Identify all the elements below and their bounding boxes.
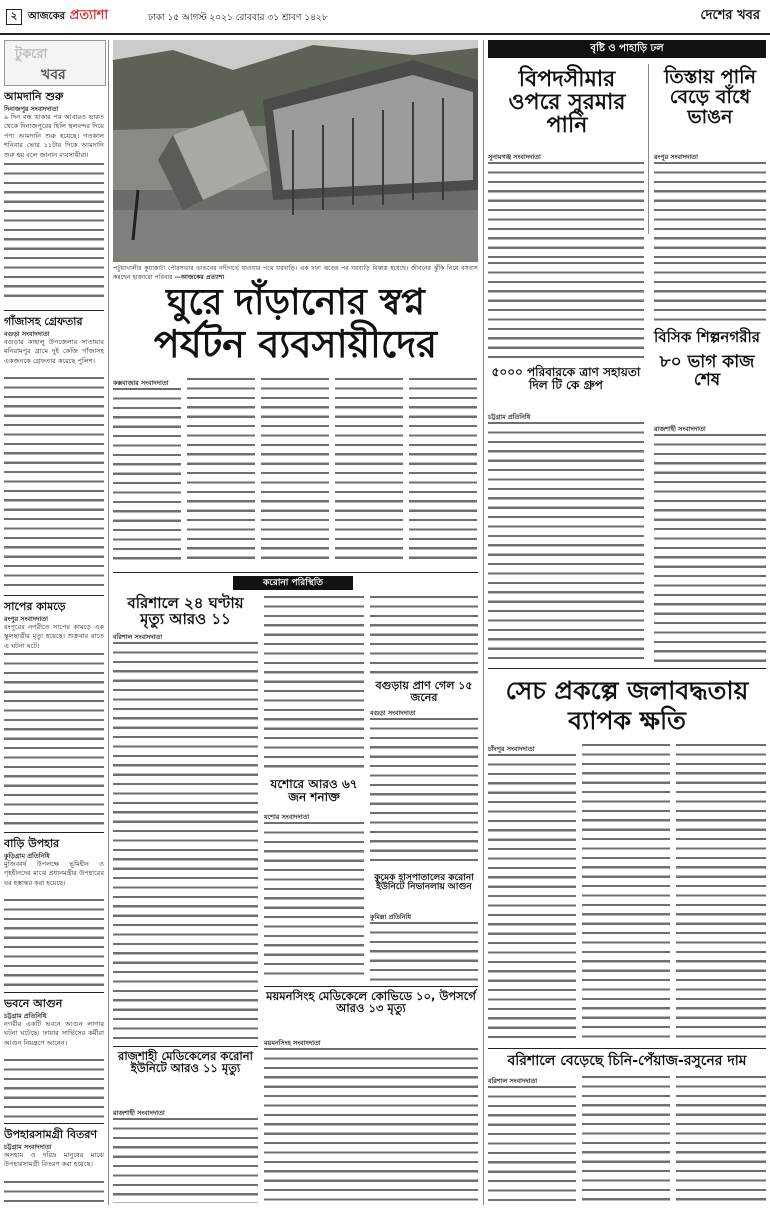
relief-body: [488, 422, 644, 662]
page-masthead: [0, 0, 770, 34]
briefs-column: [4, 40, 106, 1205]
covid-barishal-body: [113, 642, 258, 1042]
brief-title: উপহারসামগ্রী বিতরণ: [4, 1128, 98, 1141]
irrigation-top-rule: [488, 668, 766, 669]
rain-body-2: [654, 162, 766, 262]
prices-headline: বরিশালে বেড়েছে চিনি-পেঁয়াজ-রসুনের দাম: [507, 1053, 747, 1069]
bisic-headline-1: বিসিক শিল্পনগরীর: [653, 328, 760, 346]
rain-byline-2: রংপুর সংবাদদাতা: [654, 153, 698, 161]
paper-name-2: প্রত্যাশা: [69, 8, 109, 23]
covid-barishal-headline: বরিশালে ২৪ ঘণ্টায় মৃত্যু আরও ১১: [127, 594, 244, 628]
brief-title: সাপের কামড়ে: [4, 600, 66, 613]
section-title: দেশের খবর: [700, 8, 760, 23]
brief-text-filler: [4, 1059, 104, 1119]
brief-divider: [4, 832, 104, 833]
rain-divider: [648, 64, 649, 234]
brief-byline: চট্টগ্রাম প্রতিনিধি: [4, 1012, 47, 1020]
covid-rajshahi-headline: রাজশাহী মেডিকেলের করোনা ইউনিটে আরও ১১ মৃত্যু: [118, 1049, 253, 1076]
brief-divider: [4, 1123, 104, 1124]
rain-byline-1: সুনামগঞ্জ সংবাদদাতা: [488, 153, 541, 161]
brief-byline: বগুড়া সংবাদদাতা: [4, 330, 50, 338]
brief-text: অসহায় ও দরিদ্র মানুষের মাঝে উপহারসামগ্রী বিতরণ করা হয়েছে।: [4, 1151, 104, 1169]
lead-column: [409, 378, 477, 566]
brief-byline: দিনাজপুর সংবাদদাতা: [4, 105, 59, 113]
lead-column: [187, 378, 255, 566]
covid-rajshahi-body: [113, 1118, 258, 1203]
brief-text: বগুড়ার কাহালু উপজেলার সাতায়ার মনিরামপুর গ্রামে দুই কেজি গাঁজাসহ একজনকে গ্রেফতার করেছে পুলিশ।: [4, 338, 104, 365]
lead-headline-line-2: পর্যটন ব্যবসায়ীদের: [153, 322, 438, 366]
covid-mid-body: [264, 596, 364, 772]
lead-story-body: [113, 378, 478, 568]
brief-title: বাড়ি উপহার: [4, 837, 60, 850]
brief-text: নগরীর একটি ভবনে আগুন লাগার ঘটনা ঘটেছে। ফায়ার সার্ভিসের কর্মীরা আগুন নিয়ন্ত্রণে আনেন।: [4, 1020, 104, 1047]
irrigation-byline: চাঁদপুর সংবাদদাতা: [488, 745, 535, 753]
rain-body-1: [488, 162, 644, 262]
covid-jashore-body: [264, 822, 364, 982]
column-rule: [108, 40, 109, 1205]
brief-byline: কুড়িগ্রাম প্রতিনিধি: [4, 852, 50, 860]
lead-column: [261, 378, 329, 566]
relief-headline: ৫০০০ পরিবারকে ত্রাণ সহায়তা দিল টি কে গ্রুপ: [491, 365, 641, 392]
rain-body-1-cont: [488, 262, 644, 362]
covid-mymensingh-body: [264, 1048, 478, 1203]
lead-byline: কক্সবাজার সংবাদদাতা: [113, 379, 169, 387]
brief-text-filler: [4, 899, 104, 989]
paper-name-1: আজকের: [28, 11, 66, 22]
brief-text-filler: [4, 163, 104, 303]
covid-jashore-headline: যশোরে আরও ৬৭ জন শনাক্ত: [270, 777, 358, 804]
news-photo: [113, 40, 478, 262]
rain-headline-1: বিপদসীমার ওপরে সুরমার পানি: [508, 67, 626, 139]
rain-block: [488, 40, 766, 262]
bisic-headline-2: ৮০ ভাগ কাজ শেষ: [659, 352, 755, 390]
prices-top-rule: [488, 1048, 766, 1049]
masthead-rule: [0, 33, 770, 35]
brief-divider: [4, 595, 104, 596]
irrigation-body: [488, 754, 576, 1044]
brief-title: ভবনে আগুন: [4, 997, 63, 1010]
irrigation-body: [582, 744, 670, 1044]
brief-title: গাঁজাসহ গ্রেফতার: [4, 315, 83, 328]
brief-text-filler: [4, 653, 104, 828]
photo-caption: [113, 264, 478, 284]
rain-kicker: বৃষ্টি ও পাহাড়ি ঢল: [488, 40, 766, 58]
covid-cumilla-headline: কুমেক হাসপাতালের করোনা ইউনিটে নিভানলায় আগুন: [374, 873, 474, 893]
brief-byline: রংপুর সংবাদদাতা: [4, 615, 48, 623]
brief-text-filler: [4, 1181, 104, 1205]
briefs-header-line-2: খবর: [41, 67, 66, 83]
rain-body-2-cont: [654, 262, 766, 322]
photo-caption-text: পটুয়াখালীর কুয়াকাটা পৌরসভার ভাঙনের নদীগর্ভে যাওয়ার পথে ঘরবাড়ি। এক দফা ঝড়ের পর ঘরবাড়ি বিধ্বস্ত হয়েছে। জীবনের ঝুঁকি নিয়ে বসবাস করছেন হাজারো পরিবার: [113, 265, 478, 281]
prices-body: [676, 1076, 766, 1203]
covid-bogura-byline: বগুড়া সংবাদদাতা: [370, 709, 416, 717]
brief-byline: চট্টগ্রাম সংবাদদাতা: [4, 1143, 52, 1151]
covid-mymensingh-byline: ময়মনসিংহ সংবাদদাতা: [264, 1039, 321, 1047]
photo-credit: —আজকের প্রত্যাশা: [174, 274, 225, 281]
bisic-body: [654, 434, 766, 662]
covid-inner-rule: [264, 986, 478, 987]
covid-cumilla-body: [370, 922, 478, 982]
lead-headline-line-1: ঘুরে দাঁড়ানোর স্বপ্ন: [166, 282, 425, 323]
covid-rajshahi-byline: রাজশাহী সংবাদদাতা: [113, 1109, 165, 1117]
covid-kicker: করোনা পরিস্থিতি: [233, 576, 353, 590]
covid-jashore-byline: যশোর সংবাদদাতা: [264, 813, 310, 821]
covid-bogura-body: [370, 718, 478, 868]
covid-bogura-headline: বগুড়ায় প্রাণ গেল ১৫ জনের: [375, 679, 473, 704]
lead-column: [113, 388, 181, 566]
brief-divider: [4, 310, 104, 311]
covid-left-rule: [113, 1046, 258, 1047]
covid-mymensingh-headline: ময়মনসিংহ মেডিকেলে কোভিডে ১০, উপসর্গে আরও ১৩ মৃত্যু: [266, 989, 476, 1016]
brief-text: ৯ দিন বন্ধ থাকার পর আবারও ভারত থেকে দিনাজপুরের হিলি স্থলবন্দর দিয়ে পণ্য আমদানি শুরু হয়েছে। গতকাল শনিবার ভোর ১১টার দিকে আমদানি শুরু হয় বলে জানান ব্যবসায়ীরা।: [4, 113, 104, 159]
covid-cumilla-byline: কুমিল্লা প্রতিনিধি: [370, 913, 411, 921]
covid-barishal-byline: বরিশাল সংবাদদাতা: [113, 633, 163, 641]
brief-text: রংপুরের নগরীতে সাপের কামড়ে এক স্কুলছাত্রীর মৃত্যু হয়েছে। শুক্রবার রাতে এ ঘটনা ঘটে।: [4, 623, 104, 650]
brief-text-filler: [4, 377, 104, 592]
paper-logo: [28, 6, 108, 27]
rain-headline-2: তিস্তায় পানি বেড়ে বাঁধে ভাঙন: [664, 66, 756, 128]
irrigation-headline-2: ব্যাপক ক্ষতি: [568, 706, 686, 735]
lead-column: [335, 378, 403, 566]
relief-byline: চট্টগ্রাম প্রতিনিধি: [488, 413, 531, 421]
prices-body: [488, 1086, 576, 1203]
briefs-header-line-1: টুকরো: [15, 47, 48, 62]
riverbank-house-photo: [113, 40, 478, 262]
brief-title: আমদানি শুরু: [4, 90, 64, 103]
column-rule: [483, 40, 484, 1205]
brief-divider: [4, 992, 104, 993]
irrigation-body: [676, 744, 766, 1044]
briefs-header: [4, 40, 106, 86]
prices-byline: বরিশাল সংবাদদাতা: [488, 1077, 538, 1085]
irrigation-headline-1: সেচ প্রকল্পে জলাবদ্ধতায়: [505, 676, 749, 705]
prices-body: [582, 1076, 670, 1203]
covid-right-body: [370, 596, 478, 676]
covid-top-rule: [113, 572, 478, 573]
dateline: ঢাকা ১৫ আগস্ট ২০২১ রোববার ৩১ শ্রাবণ ১৪২৮: [148, 13, 328, 23]
page-number: ২: [6, 9, 22, 25]
bisic-byline: রাজশাহী সংবাদদাতা: [654, 425, 706, 433]
brief-text: মুজিববর্ষ উপলক্ষে ভূমিহীন ও গৃহহীনদের মাঝে প্রধানমন্ত্রীর উপহারের ঘর হস্তান্তর করা হয়েছে।: [4, 860, 104, 887]
